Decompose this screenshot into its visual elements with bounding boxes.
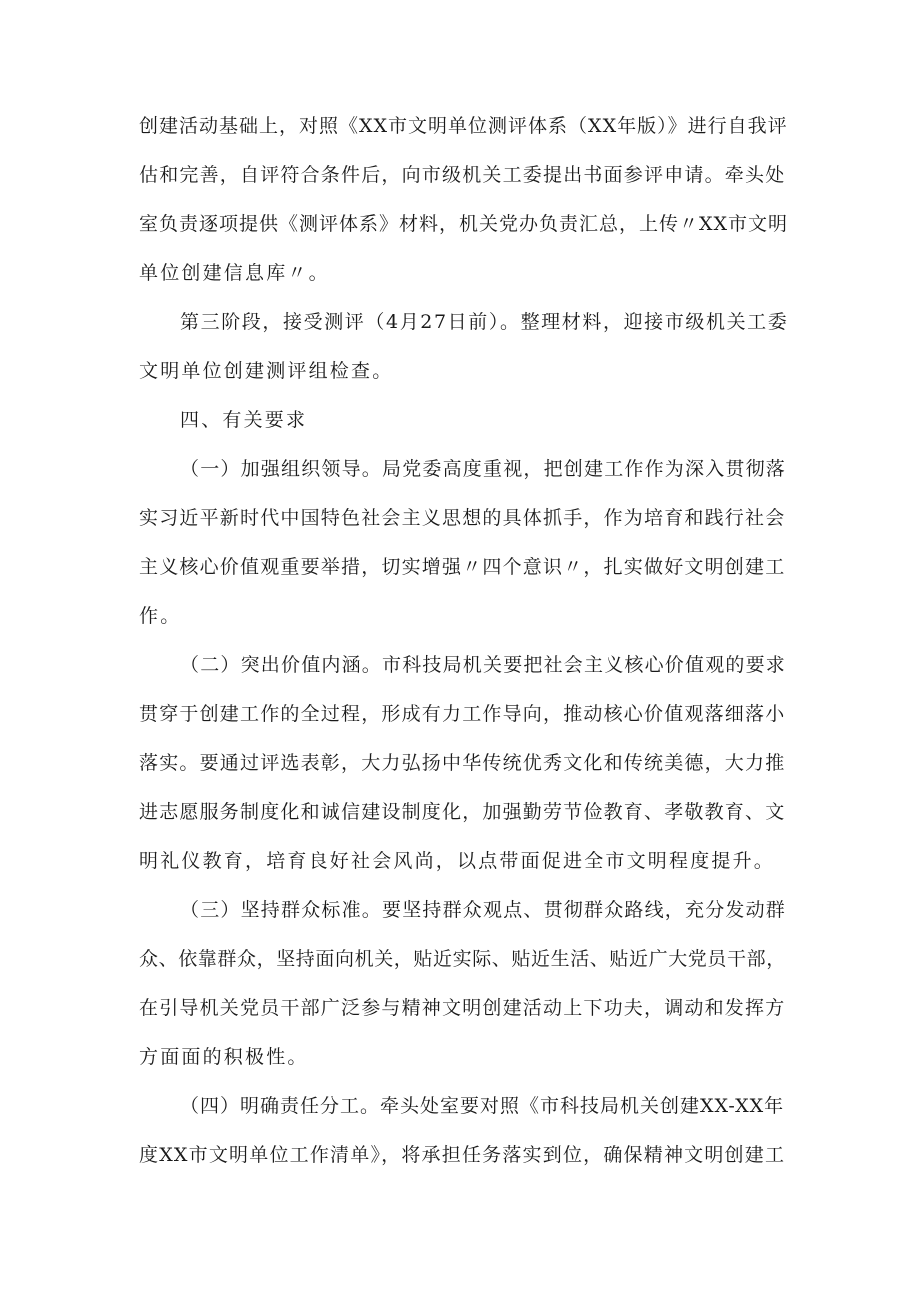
paragraph-item-four: （四）明确责任分工。牵头处室要对照《市科技局机关创建XX-XX年 (180, 1095, 785, 1117)
text-line: 文明单位创建测评组检查。 (139, 360, 394, 382)
text-line: 估和完善，自评符合条件后，向市级机关工委提出书面参评申请。牵头处 (139, 164, 786, 186)
text-line: 度XX市文明单位工作清单》，将承担任务落实到位，确保精神文明创建工 (139, 1144, 786, 1166)
text-line: 在引导机关党员干部广泛参与精神文明创建活动上下功夫，调动和发挥方 (139, 997, 786, 1019)
section-heading: 四、有关要求 (180, 409, 308, 431)
text-line: 方面面的积极性。 (139, 1046, 309, 1068)
text-line: 创建活动基础上，对照《XX市文明单位测评体系（XX年版）》进行自我评 (139, 115, 788, 137)
text-line: 众、依靠群众，坚持面向机关，贴近实际、贴近生活、贴近广大党员干部， (139, 948, 786, 970)
paragraph-item-two: （二）突出价值内涵。市科技局机关要把社会主义核心价值观的要求 (180, 654, 787, 676)
text-line: 主义核心价值观重要举措，切实增强〃四个意识〃，扎实做好文明创建工 (139, 556, 786, 578)
text-line: 落实。要通过评选表彰，大力弘扬中华传统优秀文化和传统美德，大力推 (139, 752, 786, 774)
text-line: 进志愿服务制度化和诚信建设制度化，加强勤劳节俭教育、孝敬教育、文 (139, 801, 786, 823)
text-line: 贯穿于创建工作的全过程，形成有力工作导向，推动核心价值观落细落小 (139, 703, 786, 725)
text-line: 室负责逐项提供《测评体系》材料，机关党办负责汇总，上传〃XX市文明 (139, 213, 789, 235)
text-line: 单位创建信息库〃。 (139, 262, 330, 284)
text-line: 明礼仪教育，培育良好社会风尚，以点带面促进全市文明程度提升。 (139, 850, 776, 872)
text-line: 作。 (139, 605, 182, 627)
paragraph-stage-three: 第三阶段，接受测评（4月27日前）。整理材料，迎接市级机关工委 (180, 311, 789, 333)
text-line: 实习近平新时代中国特色社会主义思想的具体抓手，作为培育和践行社会 (139, 507, 786, 529)
paragraph-item-three: （三）坚持群众标准。要坚持群众观点、贯彻群众路线，充分发动群 (180, 899, 787, 921)
paragraph-item-one: （一）加强组织领导。局党委高度重视，把创建工作作为深入贯彻落 (180, 458, 787, 480)
